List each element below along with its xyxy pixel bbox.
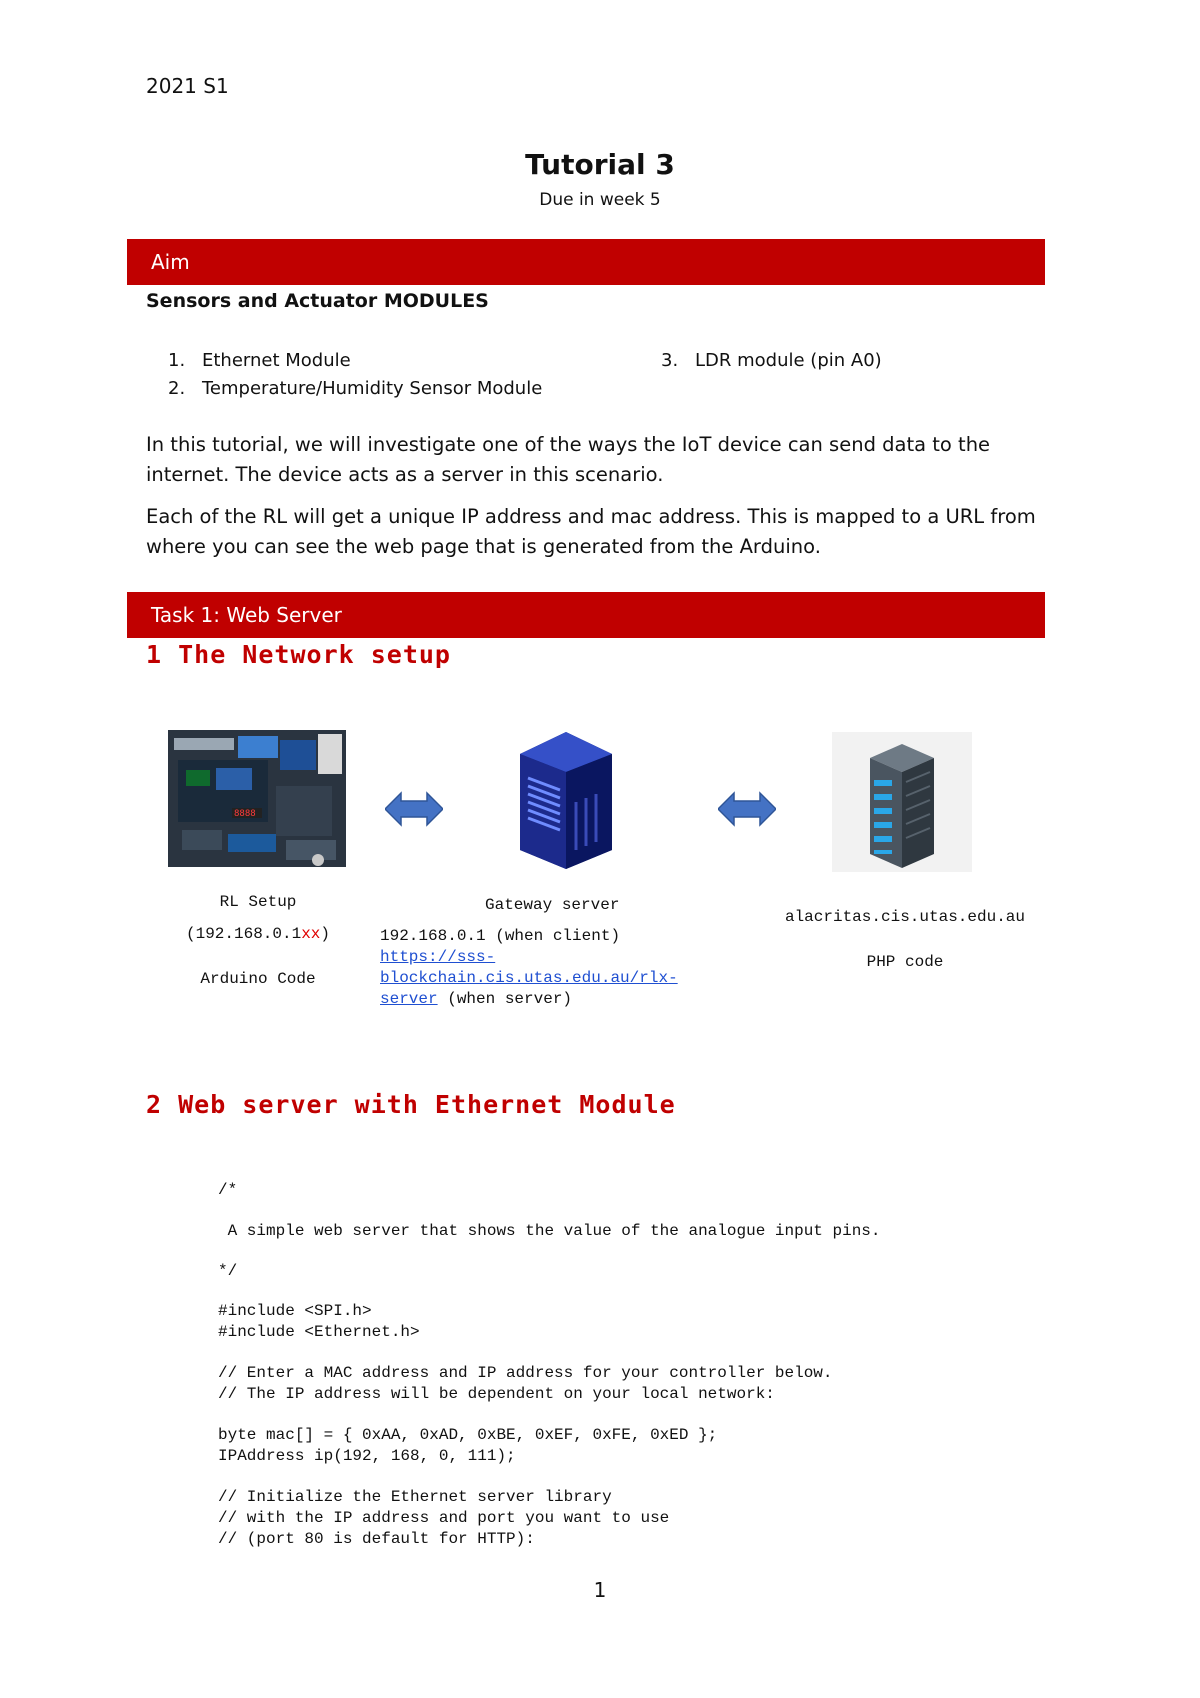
network-setup-heading: 1 The Network setup xyxy=(146,640,451,669)
gateway-url-line2[interactable] xyxy=(380,969,678,987)
php-code-label: PHP code xyxy=(866,953,944,971)
page-title: Tutorial 3 xyxy=(525,148,675,181)
arduino-code-label: Arduino Code xyxy=(200,970,316,988)
gateway-url-line1[interactable] xyxy=(380,948,495,966)
code-line: // (port 80 is default for HTTP): xyxy=(218,1530,535,1548)
aim-heading: Aim xyxy=(151,250,190,274)
double-arrow-icon xyxy=(718,790,776,828)
svg-text:8888: 8888 xyxy=(234,809,256,819)
module-label: Temperature/Humidity Sensor Module xyxy=(202,378,543,399)
web-server-heading: 2 Web server with Ethernet Module xyxy=(146,1090,676,1119)
intro-paragraph: In this tutorial, we will investigate one of the ways the IoT device can send data to the internet. The device acts as a server in this scenario. xyxy=(146,433,991,486)
code-line: #include <Ethernet.h> xyxy=(218,1323,420,1341)
module-number: 3. xyxy=(661,350,679,371)
gateway-server-suffix: (when server) xyxy=(437,990,573,1008)
code-line: */ xyxy=(218,1262,238,1280)
rl-ip-highlight: xx xyxy=(301,925,321,943)
code-line: byte mac[] = { 0xAA, 0xAD, 0xBE, 0xEF, 0xFE, 0xED }; xyxy=(218,1426,718,1444)
code-line: // with the IP address and port you want to use xyxy=(218,1509,670,1527)
page-subtitle: Due in week 5 xyxy=(539,190,661,210)
code-line: A simple web server that shows the value of the analogue input pins. xyxy=(218,1222,881,1240)
task1-section-bar xyxy=(127,592,1045,638)
module-label: LDR module (pin A0) xyxy=(695,350,882,371)
gateway-url-line3[interactable] xyxy=(380,990,572,1008)
module-list-item xyxy=(661,350,882,371)
code-line: // Initialize the Ethernet server library xyxy=(218,1488,612,1506)
rl-setup-photo-graphic xyxy=(168,730,346,867)
module-number: 2. xyxy=(168,378,186,399)
gateway-url-part2[interactable]: blockchain.cis.utas.edu.au/rl xyxy=(380,969,659,987)
gateway-url-part3[interactable]: - xyxy=(668,969,678,987)
server-rack-icon xyxy=(832,732,972,872)
rl-ip-suffix: ) xyxy=(320,925,331,943)
code-line: #include <SPI.h> xyxy=(218,1302,372,1320)
rl-ip-prefix: (192.168.0.1 xyxy=(185,925,302,943)
task1-heading: Task 1: Web Server xyxy=(151,603,342,627)
rl-setup-label: RL Setup xyxy=(219,893,297,911)
gateway-url-part1[interactable]: https://sss- xyxy=(380,948,496,966)
double-arrow-icon xyxy=(385,790,443,828)
gateway-client-address: 192.168.0.1 (when client) xyxy=(380,927,621,945)
rl-ip-address xyxy=(168,925,348,943)
mapping-paragraph: Each of the RL will get a unique IP address and mac address. This is mapped to a URL from where you can see the web page that is generated from the Arduino. xyxy=(146,505,1036,558)
code-line: /* xyxy=(218,1181,238,1199)
remote-host-label: alacritas.cis.utas.edu.au xyxy=(784,908,1026,926)
aim-subheading: Sensors and Actuator MODULES xyxy=(146,290,489,312)
rl-setup-photo xyxy=(168,730,346,867)
term-label: 2021 S1 xyxy=(146,74,229,98)
code-line: // Enter a MAC address and IP address for your controller below. xyxy=(218,1364,833,1382)
module-number: 1. xyxy=(168,350,186,371)
gateway-url-part4[interactable]: server xyxy=(380,990,438,1008)
module-label: Ethernet Module xyxy=(202,350,351,371)
aim-section-bar xyxy=(127,239,1045,285)
page-number: 1 xyxy=(593,1578,607,1602)
code-line: // The IP address will be dependent on your local network: xyxy=(218,1385,775,1403)
module-list-item xyxy=(168,378,542,399)
gateway-url-highlight[interactable]: x xyxy=(658,969,669,987)
code-line: IPAddress ip(192, 168, 0, 111); xyxy=(218,1447,516,1465)
gateway-server-label: Gateway server xyxy=(485,896,620,914)
module-list-item xyxy=(168,350,351,371)
server-tower-icon xyxy=(520,732,612,869)
